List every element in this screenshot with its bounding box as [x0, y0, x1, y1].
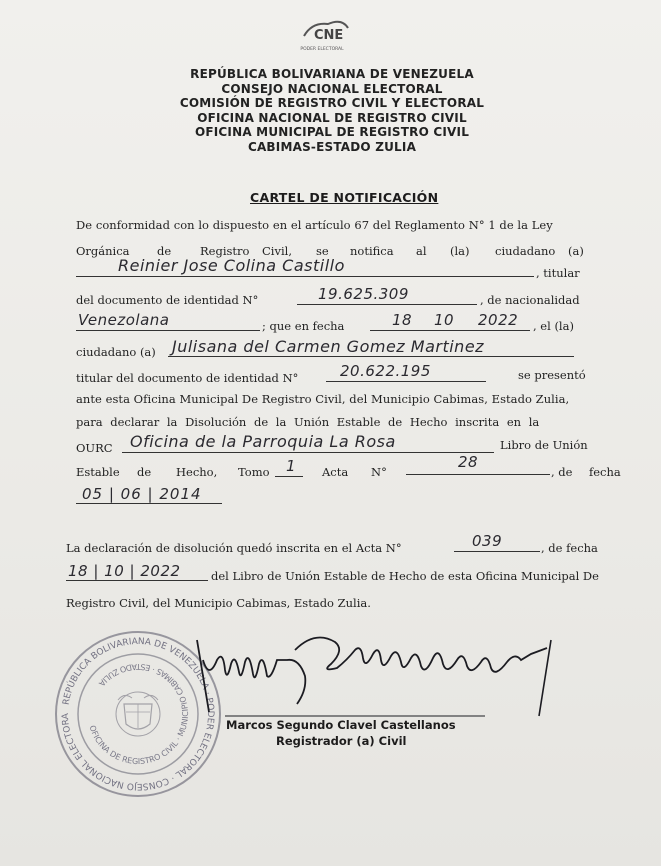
header-line-4: OFICINA NACIONAL DE REGISTRO CIVIL	[197, 110, 467, 125]
handwritten-signature	[195, 620, 575, 720]
doc-number: 19.625.309	[318, 285, 409, 303]
doc-number-2-line	[326, 381, 486, 382]
word-de-2: de	[137, 465, 152, 479]
la-label: , el (la)	[533, 319, 574, 333]
nacionalidad-line	[76, 330, 260, 331]
signer-name: Marcos Segundo Clavel Castellanos	[226, 718, 456, 732]
titular-doc-label: titular del documento de identidad N°	[76, 371, 299, 385]
word-de: de	[157, 244, 172, 258]
ciudadano-label: ciudadano (a)	[76, 345, 156, 359]
fecha2-value: 05 | 06 | 2014	[82, 485, 202, 503]
acta-line	[406, 474, 550, 475]
word-civil: Civil,	[262, 244, 292, 258]
fecha-label: ; que en fecha	[262, 319, 345, 333]
de-fecha-b: fecha	[589, 465, 621, 479]
header-line-1: REPÚBLICA BOLIVARIANA DE VENEZUELA	[190, 67, 474, 81]
ourc-label: OURC	[76, 441, 113, 455]
word-estable: Estable	[76, 465, 120, 479]
de-fecha-a: , de	[551, 465, 573, 479]
stamp-inner-text: OFICINA DE REGISTRO CIVIL · MUNICIPIO CABIMAS · ESTADO ZULIA	[87, 661, 191, 767]
logo-subtext: PODER ELECTORAL	[300, 47, 344, 52]
name-line	[76, 276, 534, 277]
fecha-day: 18	[392, 311, 413, 329]
nacionalidad-label: , de nacionalidad	[480, 293, 580, 307]
p2-line-1a: La declaración de disolución quedó inscrita en el Acta N°	[66, 541, 402, 555]
signer-role: Registrador (a) Civil	[276, 734, 407, 748]
word-la: (la)	[450, 244, 470, 258]
body-line-1: De conformidad con lo dispuesto en el artículo 67 del Reglamento N° 1 de la Ley	[76, 218, 553, 232]
p2-line-1b: , de fecha	[541, 541, 598, 555]
header-line-3: COMISIÓN DE REGISTRO CIVIL Y ELECTORAL	[179, 96, 485, 110]
ourc-value: Oficina de la Parroquia La Rosa	[130, 432, 396, 451]
ciudadana-line	[168, 356, 574, 357]
word-ciudadano: ciudadano	[495, 244, 556, 258]
coat-of-arms-icon	[116, 692, 160, 736]
ourc-line	[122, 452, 494, 453]
tomo-line	[275, 476, 303, 477]
document-title: CARTEL DE NOTIFICACIÓN	[250, 190, 439, 205]
acta-label: Acta	[322, 465, 349, 479]
fecha3-value: 18 | 10 | 2022	[68, 562, 181, 580]
declarar-line: para declarar la Disolución de la Unión Estable de Hecho inscrita en la	[76, 415, 540, 429]
fecha-month: 10	[434, 311, 455, 329]
doc-label: del documento de identidad N°	[76, 293, 259, 307]
nacionalidad-value: Venezolana	[78, 311, 170, 329]
citizen-name: Reinier Jose Colina Castillo	[118, 256, 345, 275]
header-line-6: CABIMAS-ESTADO ZULIA	[247, 139, 417, 154]
acta-disolucion-value: 039	[472, 532, 503, 550]
svg-text:OFICINA DE REGISTRO CIVIL · MU	[88, 662, 190, 766]
svg-text:REPÚBLICA BOLIVARIANA DE VENEZ	[52, 628, 215, 791]
p2-line-2b: del Libro de Unión Estable de Hecho de esta Oficina Municipal De	[211, 569, 599, 583]
fecha-line	[370, 330, 530, 331]
word-a: (a)	[568, 244, 584, 258]
word-hecho: Hecho,	[176, 465, 218, 479]
fecha3-line	[66, 580, 208, 581]
document-header	[120, 67, 544, 154]
acta-n-label: N°	[371, 465, 387, 479]
word-notifica: notifica	[350, 244, 394, 258]
acta-disolucion-line	[454, 551, 540, 552]
cne-logo	[282, 14, 362, 54]
p2-line-3: Registro Civil, del Municipio Cabimas, Estado Zulia.	[66, 596, 371, 610]
tomo-label: Tomo	[238, 465, 270, 479]
fecha-year: 2022	[478, 311, 519, 329]
header-line-2: CONSEJO NACIONAL ELECTORAL	[221, 81, 443, 96]
ante-line: ante esta Oficina Municipal De Registro Civil, del Municipio Cabimas, Estado Zulia,	[76, 392, 570, 406]
presento-label: se presentó	[518, 368, 586, 382]
word-organica: Orgánica	[76, 244, 130, 258]
word-se: se	[316, 244, 329, 258]
ciudadana-name: Julisana del Carmen Gomez Martinez	[172, 337, 485, 356]
titular-label: , titular	[536, 266, 580, 280]
doc-number-2: 20.622.195	[340, 362, 431, 380]
word-registro: Registro	[200, 244, 250, 258]
header-line-5: OFICINA MUNICIPAL DE REGISTRO CIVIL	[194, 125, 470, 139]
libro-label: Libro de Unión	[500, 438, 588, 452]
logo-text: CNE	[314, 28, 344, 43]
tomo-value: 1	[286, 457, 297, 475]
doc-number-line	[297, 304, 477, 305]
stamp-outer-text: REPÚBLICA BOLIVARIANA DE VENEZUELA · PODER ELECTORAL · CONSEJO NACIONAL ELECTORA	[60, 636, 216, 792]
word-al: al	[416, 244, 427, 258]
fecha2-line	[76, 503, 222, 504]
acta-value: 28	[458, 453, 479, 471]
